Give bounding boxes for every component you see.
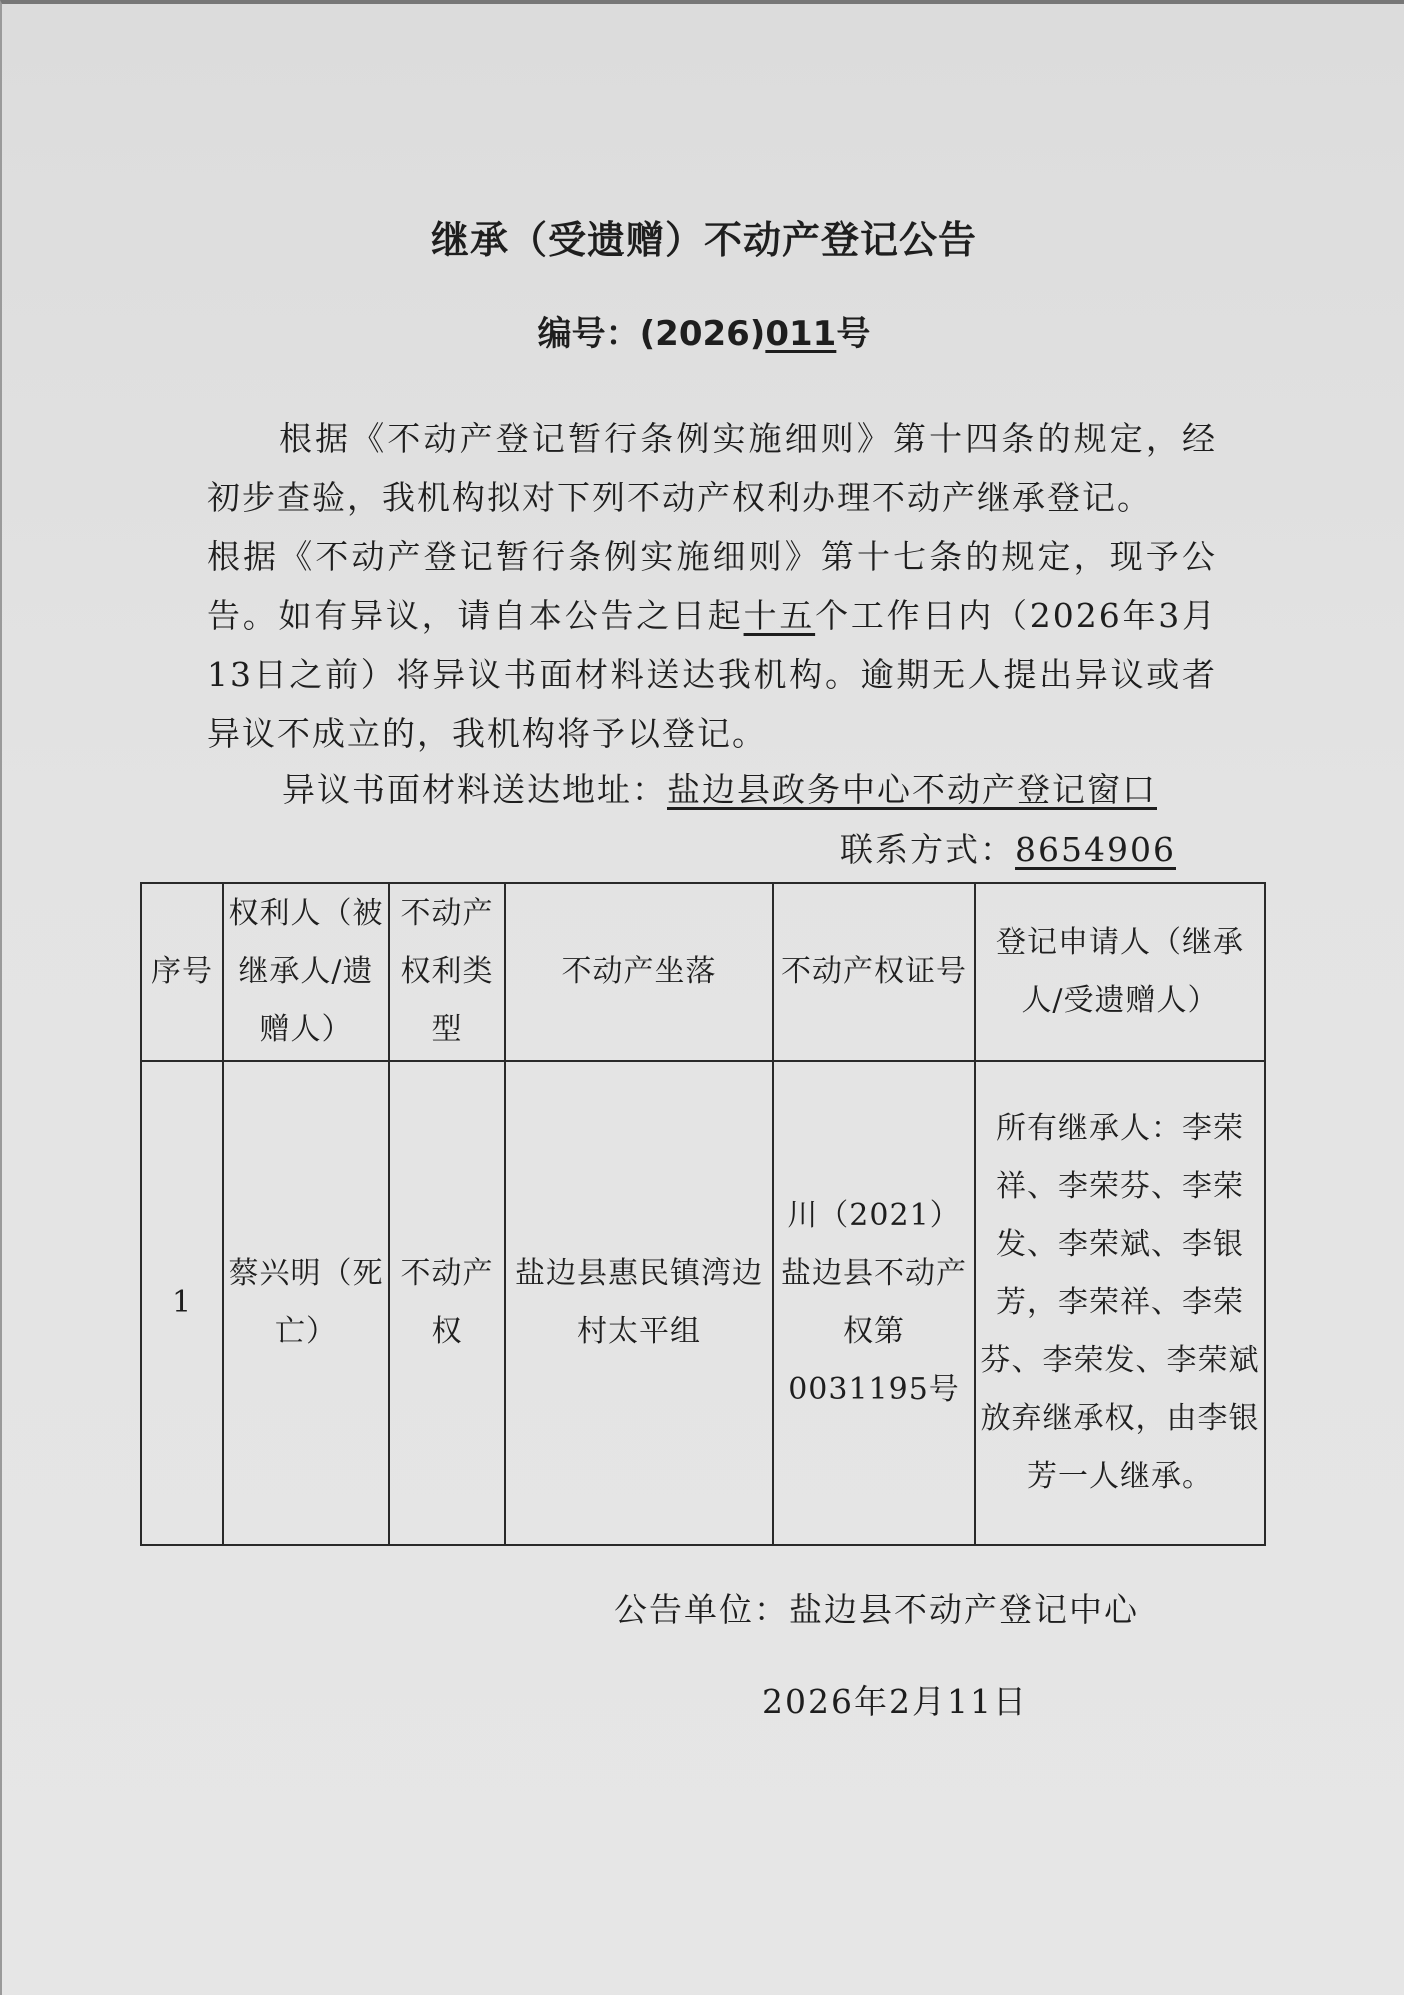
header-cert: 不动产权证号: [773, 883, 975, 1061]
cell-seq: 1: [141, 1061, 223, 1545]
contact-value: 8654906: [1015, 830, 1176, 869]
paragraph-2-part-a: 根据《不动产登记暂行条例实施细则》第十七条的规定，现予公告。如有异议，请自本公告之日起: [207, 537, 1217, 635]
cell-location: 盐边县惠民镇湾边村太平组: [505, 1061, 773, 1545]
address-value: 盐边县政务中心不动产登记窗口: [667, 770, 1157, 809]
cell-cert: 川（2021）盐边县不动产权第0031195号: [773, 1061, 975, 1545]
cell-applicant: 所有继承人：李荣祥、李荣芬、李荣发、李荣斌、李银芳，李荣祥、李荣芬、李荣发、李荣斌放弃继承权，由李银芳一人继承。: [975, 1061, 1265, 1545]
table-header-row: [141, 883, 1265, 1061]
header-seq: 序号: [141, 883, 223, 1061]
header-holder: 权利人（被继承人/遗赠人）: [223, 883, 389, 1061]
number-code: 011: [765, 314, 837, 354]
contact-label: 联系方式：: [840, 830, 1016, 869]
notice-body: [207, 409, 1217, 763]
header-applicant: 登记申请人（继承人/受遗赠人）: [975, 883, 1265, 1061]
cell-type: 不动产权: [389, 1061, 505, 1545]
cell-holder: 蔡兴明（死亡）: [223, 1061, 389, 1545]
issue-date: 2026年2月11日: [762, 1682, 1028, 1721]
address-label: 异议书面材料送达地址：: [282, 770, 667, 809]
number-prefix: 编号：(2026): [537, 314, 766, 354]
notice-paragraph-1: 根据《不动产登记暂行条例实施细则》第十四条的规定，经初步查验，我机构拟对下列不动产权利办理不动产继承登记。: [207, 419, 1217, 517]
paragraph-2-part-b: 个工作日内（2026年3月13日之前）将异议书面材料送达我机构。逾期无人提出异议或者异议不成立的，我机构将予以登记。: [207, 596, 1218, 753]
document-number: [2, 306, 1404, 355]
document-title: 继承（受遗赠）不动产登记公告: [430, 218, 977, 262]
registration-table: [140, 882, 1266, 1546]
objection-days: 十五: [743, 596, 816, 635]
objection-address: [282, 764, 1157, 811]
header-type: 不动产权利类型: [389, 883, 505, 1061]
contact-info: [840, 824, 1176, 871]
issuing-unit: 公告单位：盐边县不动产登记中心: [614, 1590, 1139, 1629]
header-location: 不动产坐落: [505, 883, 773, 1061]
number-suffix: 号: [836, 314, 871, 354]
table-row: [141, 1061, 1265, 1545]
notice-paragraph-2: [207, 527, 1217, 763]
